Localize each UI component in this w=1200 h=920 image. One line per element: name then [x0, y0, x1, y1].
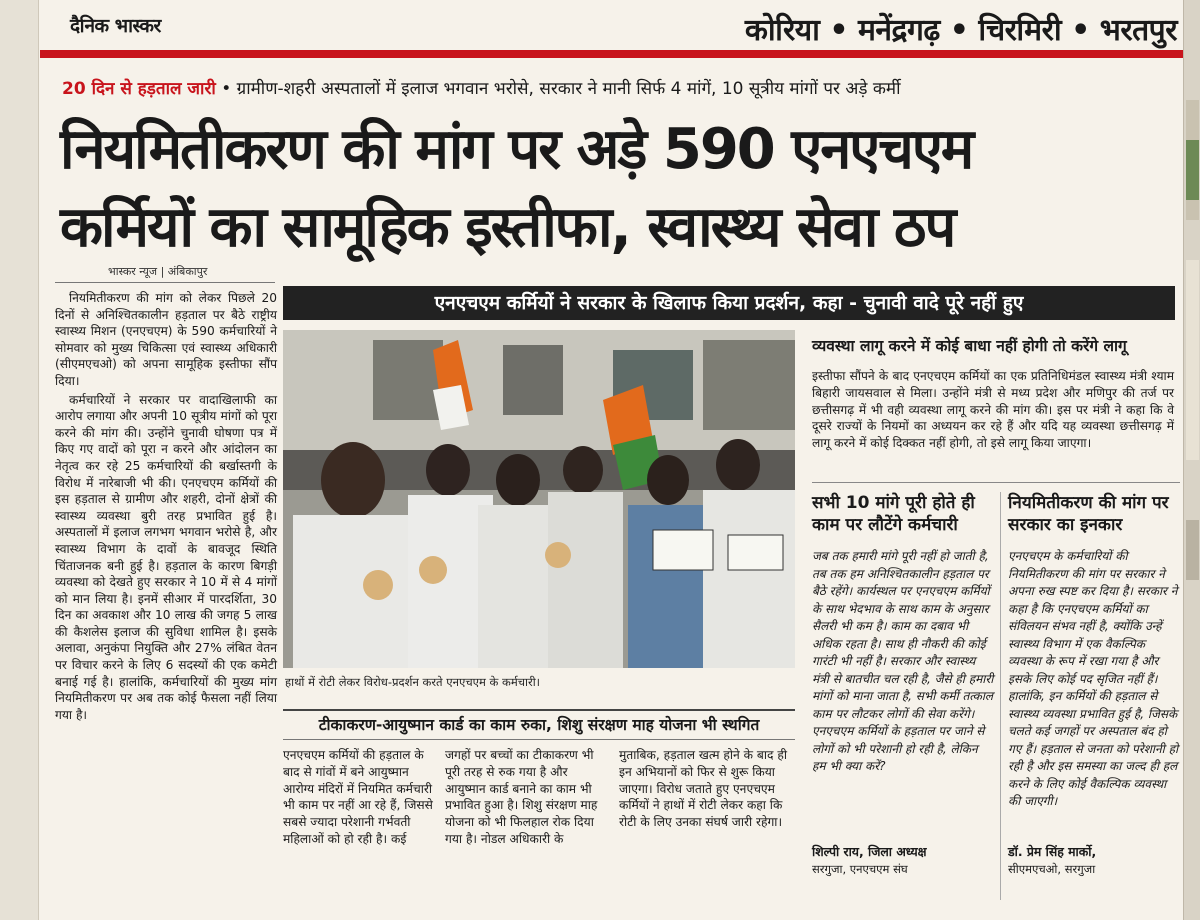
quote-left-name: शिल्पी राय, जिला अध्यक्ष: [812, 844, 927, 859]
kicker-line: [62, 76, 1182, 99]
deck-bar: एनएचएम कर्मियों ने सरकार के खिलाफ किया प्रदर्शन, कहा - चुनावी वादे पूरे नहीं हुए: [283, 286, 1175, 320]
newspaper-brand: दैनिक भास्कर: [70, 15, 161, 37]
quote-left-body: जब तक हमारी मांगे पूरी नहीं हो जाती है, तब तक हम अनिश्चितकालीन हड़ताल पर बैठे रहेंगे। कार्यस्थल पर एनएचएम कर्मियों के साथ भेदभाव के साथ काम के अनुसार सैलरी भी कम है। काम का दबाव भी अधिक रहता है। साथ ही नौकरी की कोई गारंटी भी नहीं है। सरकार और स्वास्थ्य मंत्री से बातचीत चल रही है, जैसे ही हमारी मांगों को माना जाता है, सभी कर्मी तत्काल काम पर लौटकर लोगों की सेवा करेंगे। एनएचएम कर्मियों के हड़ताल पर जाने से लोगों को भी परेशानी हो रही है, लेकिन हम भी क्या करें?: [812, 549, 994, 773]
byline: भास्कर न्यूज | अंबिकापुर: [108, 265, 208, 278]
quote-right-body: एनएचएम के कर्मचारियों की नियमितीकरण की मांग पर सरकार ने अपना रुख स्पष्ट कर दिया है। सरकार ने कहा है कि एनएचएम कर्मियों का संविलयन संभव नहीं है, क्योंकि उन्हें स्वास्थ्य विभाग में एक वैकल्पिक व्यवस्था के रूप में रखा गया है और इसके लिए कोई पद सृजित नहीं हैं। हालांकि, इन कर्मियों की हड़ताल से स्वास्थ्य व्यवस्था प्रभावित हुई है, जिसके चलते कई जगहों पर अस्पताल बंद हो गए हैं। हड़ताल से जनता को परेशानी हो रही है और इस समस्या का जल्द ही हल करने के लिए कोई वैकल्पिक व्यवस्था की जाएगी।: [1008, 549, 1179, 808]
mid-column-2: जगहों पर बच्चों का टीकाकरण भी पूरी तरह से रुक गया है और आयुष्मान कार्ड बनाने का काम भी प्रभावित हुआ है। शिशु संरक्षण माह योजना को भी फिलहाल रोक दिया गया है। नोडल अधिकारी के: [445, 748, 598, 846]
headline-line-1: नियमितीकरण की मांग पर अड़े 590 एनएचएम: [60, 117, 973, 182]
quote-right-designation: सीएमएचओ, सरगुजा: [1008, 861, 1096, 876]
kicker-highlight: 20 दिन से हड़ताल जारी: [62, 79, 216, 99]
masthead: [60, 8, 1185, 48]
quote-right-heading: नियमितीकरण की मांग पर सरकार का इनकार: [1008, 493, 1169, 535]
quote-left-attribution: [812, 843, 997, 878]
section-divider: [812, 482, 1180, 483]
mid-column-3: मुताबिक, हड़ताल खत्म होने के बाद ही इन अभियानों को फिर से शुरू किया जाएगा। विरोध जताते हुए एनएचएम कर्मियों ने हाथों में रोटी लेकर कहा कि रोटी के लिए उनका संघर्ष जारी रहेगा।: [619, 748, 787, 830]
right-top-heading: व्यवस्था लागू करने में कोई बाधा नहीं होगी तो करेंगे लागू: [812, 337, 1127, 355]
quote-left-heading: सभी 10 मांगे पूरी होते ही काम पर लौटेंगे कर्मचारी: [812, 493, 975, 535]
right-page-edge: [1183, 0, 1200, 920]
edition-title: कोरिया • मनेंद्रगढ़ • चिरमिरी • भरतपुर: [744, 13, 1177, 48]
left-paragraph-1: नियमितीकरण की मांग को लेकर पिछले 20 दिनों से अनिश्चितकालीन हड़ताल पर बैठे राष्ट्रीय स्वास्थ्य मिशन (एनएचएम) के 590 कर्मचारियों ने सोमवार को मुख्य चिकित्सा एवं स्वास्थ्य अधिकारी (सीएमएचओ) को अपना सामूहिक इस्तीफा सौंप दिया।: [55, 291, 277, 388]
column-divider: [1000, 492, 1001, 900]
mid-section-heading: टीकाकरण-आयुष्मान कार्ड का काम रुका, शिशु संरक्षण माह योजना भी स्थगित: [283, 709, 795, 740]
quote-left-designation: सरगुजा, एनएचएम संघ: [812, 861, 908, 876]
kicker-text: • ग्रामीण-शहरी अस्पतालों में इलाज भगवान भरोसे, सरकार ने मानी सिर्फ 4 मांगें, 10 सूत्रीय मांगों पर अड़े कर्मी: [215, 79, 901, 99]
photo-caption: हाथों में रोटी लेकर विरोध-प्रदर्शन करते एनएचएम के कर्मचारी।: [285, 675, 541, 689]
protest-photo: [283, 330, 795, 668]
quote-right-name: डॉ. प्रेम सिंह मार्को,: [1008, 844, 1097, 859]
left-page-edge: [0, 0, 39, 920]
quote-right-attribution: [1008, 843, 1183, 878]
mid-column-1: एनएचएम कर्मियों की हड़ताल के बाद से गांवों में बने आयुष्मान आरोग्य मंदिरों में नियमित कर्मचारी भी काम पर नहीं आ रहे हैं, जिससे सबसे ज्यादा परेशानी गर्भवती महिलाओं को हो रही है। कई: [283, 748, 433, 846]
byline-rule: [55, 282, 275, 283]
headline-line-2: कर्मियों का सामूहिक इस्तीफा, स्वास्थ्य सेवा ठप: [60, 195, 955, 260]
left-paragraph-2: कर्मचारियों ने सरकार पर वादाखिलाफी का आरोप लगाया और अपनी 10 सूत्रीय मांगों को पूरा करने की मांग की। उन्होंने चुनावी घोषणा पत्र में किए गए वादों को पूरा न करने और आंदोलन का नेतृत्व कर रहे 25 कर्मचारियों की बर्खास्तगी के विरोध में नारेबाजी भी की। एनएचएम कर्मियों की इस हड़ताल से ग्रामीण और शहरी, दोनों क्षेत्रों की स्वास्थ्य व्यवस्था बुरी तरह प्रभावित हुई है। अस्पतालों में इलाज लगभग भगवान भरोसे है, और स्वास्थ्य विभाग के दावों के बावजूद स्थिति चिंताजनक बनी हुई है। हड़ताल के कारण बिगड़ी व्यवस्था को देखते हुए सरकार ने 10 में से 4 मांगों को मान लिया है। इनमें सीआर में पारदर्शिता, 30 दिन का अवकाश और 10 लाख की जगह 5 लाख की कैशलेस इलाज की सुविधा शामिल है। इसके अलावा, अनुकंपा नियुक्ति और 27% लंबित वेतन पर विचार करने के लिए 6 सदस्यों की एक कमेटी बनाई गई है। हालांकि, कर्मचारियों की मुख्य मांग नियमितीकरण पर अब तक कोई फैसला नहीं लिया गया है।: [55, 392, 277, 722]
right-top-body: इस्तीफा सौंपने के बाद एनएचएम कर्मियों का एक प्रतिनिधिमंडल स्वास्थ्य मंत्री श्याम बिहारी जायसवाल से मिला। उन्होंने मंत्री से मध्य प्रदेश और मणिपुर की तर्ज पर छत्तीसगढ़ में भी वही व्यवस्था लागू करने की मांग की। इस पर मंत्री ने कहा कि वे दूसरे राज्यों के नियमों का अध्ययन कर रहे हैं और यदि यह व्यवस्था छत्तीसगढ़ में लागू करने में कोई दिक्कत नहीं होगी, तो इसे लागू किया जाएगा।: [812, 369, 1174, 451]
protest-photo-illustration: [283, 330, 795, 668]
left-column-article: [55, 290, 277, 725]
masthead-red-rule: [40, 50, 1183, 58]
